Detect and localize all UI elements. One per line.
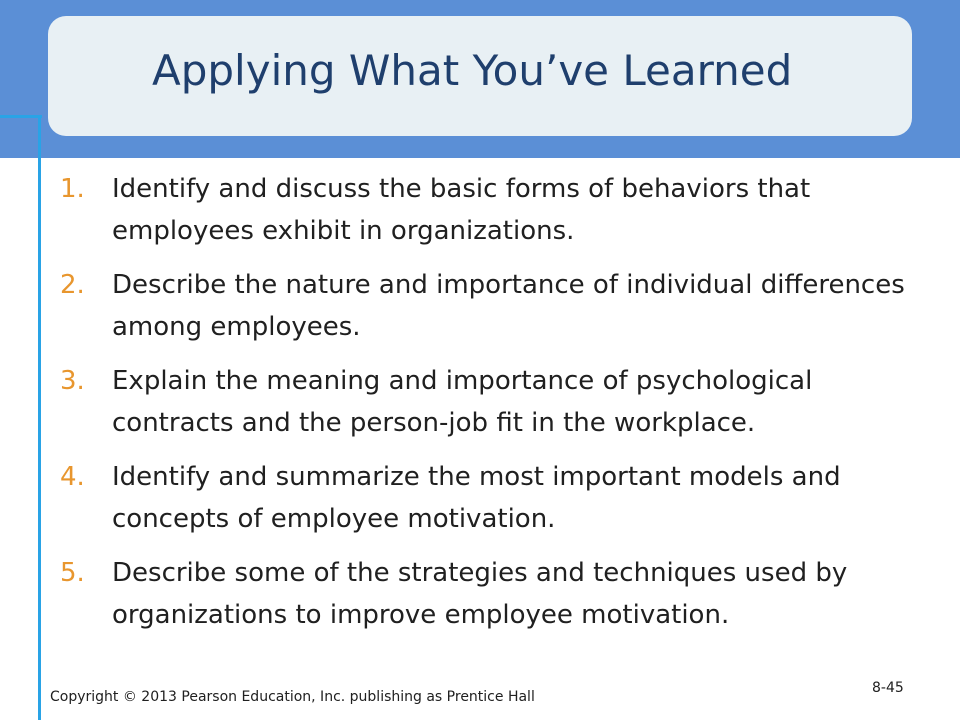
objective-text: Identify and discuss the basic forms of behaviors that employees exhibit in organizations.: [112, 174, 811, 246]
objective-text: Explain the meaning and importance of psychological contracts and the person-job fit in the workplace.: [112, 366, 813, 438]
objective-text: Describe the nature and importance of individual differences among employees.: [112, 270, 905, 342]
objective-text: Describe some of the strategies and techniques used by organizations to improve employee motivation.: [112, 558, 848, 630]
objective-item: [60, 360, 940, 444]
objectives-list: [60, 168, 940, 648]
objective-item: [60, 456, 940, 540]
objective-number: 1.: [60, 174, 85, 204]
objective-item: [60, 168, 940, 252]
accent-line-horizontal: [0, 115, 42, 118]
objective-number: 3.: [60, 366, 85, 396]
objective-number: 5.: [60, 558, 85, 588]
objective-item: [60, 264, 940, 348]
copyright-notice: Copyright © 2013 Pearson Education, Inc. publishing as Prentice Hall: [50, 689, 535, 705]
page-number: 8-45: [872, 680, 904, 696]
accent-line-vertical: [38, 117, 41, 720]
objective-text: Identify and summarize the most important models and concepts of employee motivation.: [112, 462, 841, 534]
objective-number: 4.: [60, 462, 85, 492]
objective-number: 2.: [60, 270, 85, 300]
slide-title: Applying What You’ve Learned: [152, 46, 793, 95]
objective-item: [60, 552, 940, 636]
